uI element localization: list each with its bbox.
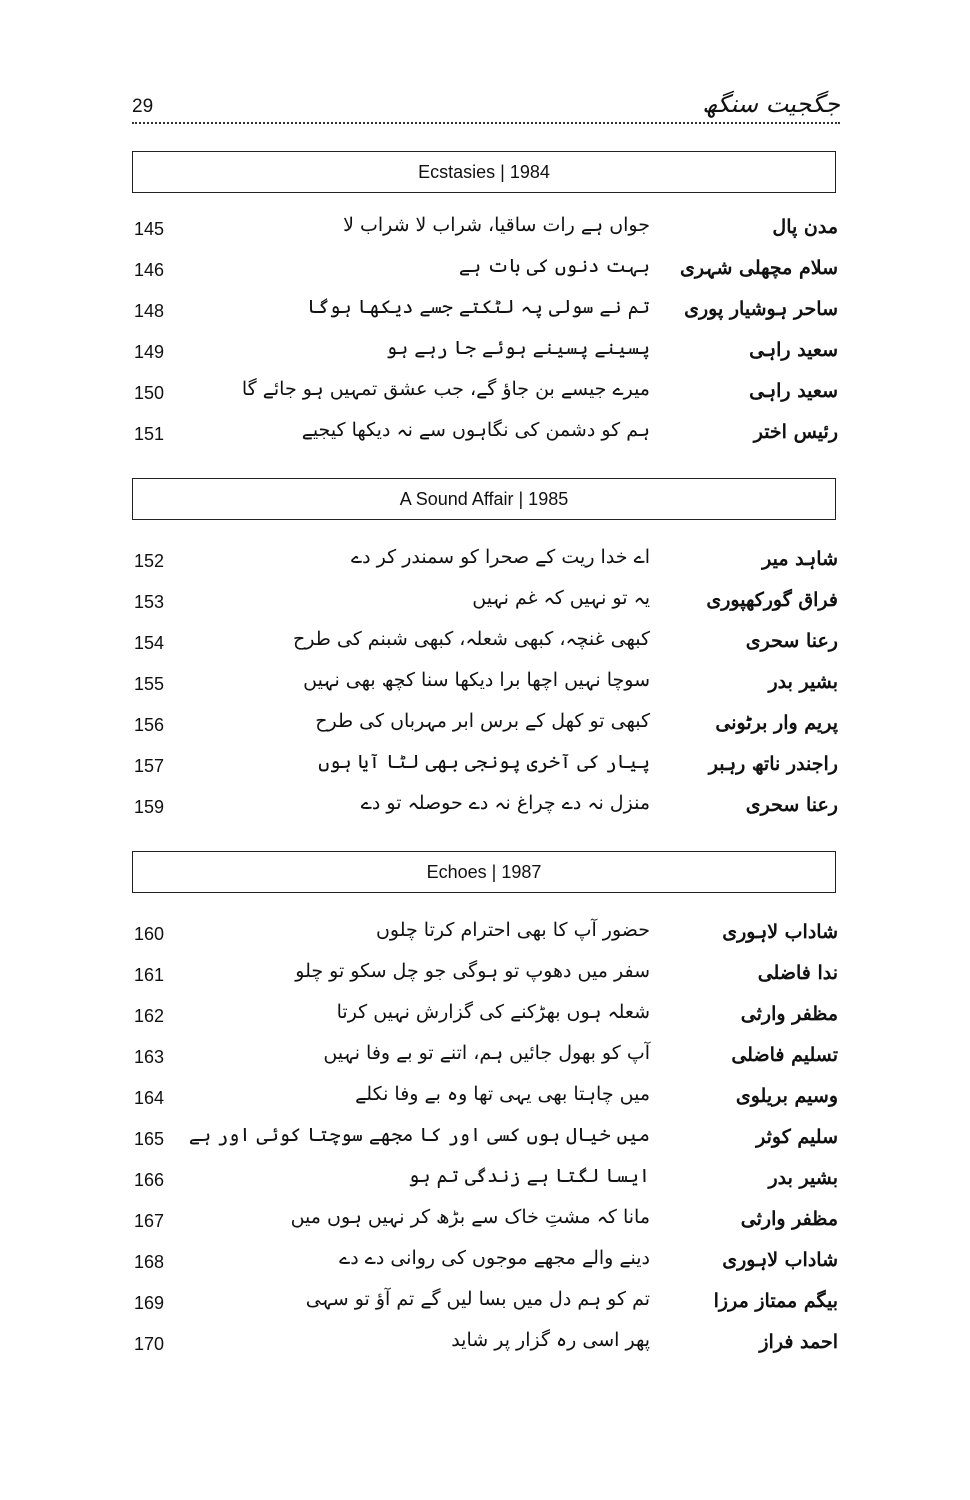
ghazal-title: سوچا نہیں اچھا برا دیکھا سنا کچھ بھی نہیں bbox=[303, 669, 650, 691]
ghazal-title: پسینے پسینے ہوئے جا رہے ہو bbox=[386, 337, 650, 359]
list-item bbox=[132, 211, 840, 252]
track-number: 166 bbox=[134, 1170, 165, 1190]
running-title: جگجیت سنگھ bbox=[702, 90, 840, 118]
ghazal-title: ہم کو دشمن کی نگاہوں سے نہ دیکھا کیجیے bbox=[301, 419, 650, 441]
list-item bbox=[132, 416, 840, 457]
list-item bbox=[132, 1080, 840, 1121]
list-item bbox=[132, 1203, 840, 1244]
track-number: 159 bbox=[134, 797, 165, 817]
page-header bbox=[132, 90, 840, 124]
ghazal-title: کبھی تو کھل کے برس ابر مہرباں کی طرح bbox=[315, 710, 650, 732]
list-item bbox=[132, 789, 840, 830]
track-number: 156 bbox=[134, 715, 165, 735]
ghazal-title: اے خدا ریت کے صحرا کو سمندر کر دے bbox=[351, 546, 650, 568]
poet-name: تسلیم فاضلی bbox=[731, 1044, 838, 1066]
ghazal-title: مانا کہ مشتِ خاک سے بڑھ کر نہیں ہوں میں bbox=[290, 1206, 650, 1228]
section-list-echoes bbox=[132, 916, 840, 1367]
list-item bbox=[132, 957, 840, 998]
ghazal-title: تم نے سولی پہ لٹکتے جسے دیکھا ہوگا bbox=[307, 296, 650, 318]
section-list-ecstasies bbox=[132, 211, 840, 457]
ghazal-title: حضور آپ کا بھی احترام کرتا چلوں bbox=[375, 919, 650, 941]
poet-name: مدن پال bbox=[772, 216, 838, 238]
poet-name: فراق گورکھپوری bbox=[706, 589, 838, 611]
ghazal-title: دینے والے مجھے موجوں کی روانی دے دے bbox=[339, 1247, 650, 1269]
ghazal-title: میرے جیسے بن جاؤ گے، جب عشق تمہیں ہو جائے گا bbox=[241, 378, 650, 400]
poet-name: ساحر ہوشیار پوری bbox=[684, 298, 838, 320]
track-number: 165 bbox=[134, 1129, 165, 1149]
list-item bbox=[132, 916, 840, 957]
ghazal-title: پھر اسی رہ گزار پر شاید bbox=[451, 1329, 650, 1351]
poet-name: شاداب لاہوری bbox=[722, 921, 838, 943]
track-number: 161 bbox=[134, 965, 165, 985]
track-number: 160 bbox=[134, 924, 165, 944]
list-item bbox=[132, 1121, 840, 1162]
track-number: 162 bbox=[134, 1006, 165, 1026]
poet-name: بشیر بدر bbox=[768, 1167, 838, 1189]
ghazal-title: ایسا لگتا ہے زندگی تم ہو bbox=[408, 1165, 650, 1187]
list-item bbox=[132, 1039, 840, 1080]
track-number: 169 bbox=[134, 1293, 165, 1313]
poet-name: سلیم کوثر bbox=[756, 1126, 838, 1148]
ghazal-title: سفر میں دھوپ تو ہوگی جو چل سکو تو چلو bbox=[295, 960, 650, 982]
track-number: 148 bbox=[134, 301, 165, 321]
poet-name: سلام مچھلی شہری bbox=[680, 257, 838, 279]
poet-name: پریم وار برٹونی bbox=[715, 712, 838, 734]
ghazal-title: شعلہ ہوں بھڑکنے کی گزارش نہیں کرتا bbox=[336, 1001, 650, 1023]
list-item bbox=[132, 334, 840, 375]
list-item bbox=[132, 584, 840, 625]
list-item bbox=[132, 666, 840, 707]
poet-name: رعنا سحری bbox=[745, 630, 838, 652]
poet-name: شاہد میر bbox=[762, 548, 838, 570]
list-item bbox=[132, 998, 840, 1039]
poet-name: راجندر ناتھ رہبر bbox=[708, 753, 838, 775]
poet-name: ندا فاضلی bbox=[757, 962, 838, 984]
track-number: 168 bbox=[134, 1252, 165, 1272]
ghazal-title: یہ تو نہیں کہ غم نہیں bbox=[472, 587, 650, 609]
poet-name: مظفر وارثی bbox=[740, 1208, 838, 1230]
poet-name: وسیم بریلوی bbox=[735, 1085, 838, 1107]
list-item bbox=[132, 1285, 840, 1326]
track-number: 153 bbox=[134, 592, 165, 612]
ghazal-title: پیار کی آخری پونجی بھی لٹا آیا ہوں bbox=[318, 751, 650, 773]
section-heading-ecstasies: Ecstasies | 1984 bbox=[132, 151, 836, 193]
poet-name: سعید راہی bbox=[749, 339, 838, 361]
list-item bbox=[132, 1162, 840, 1203]
ghazal-title: کبھی غنچہ، کبھی شعلہ، کبھی شبنم کی طرح bbox=[292, 628, 650, 650]
list-item bbox=[132, 748, 840, 789]
section-list-a-sound-affair bbox=[132, 543, 840, 830]
list-item bbox=[132, 543, 840, 584]
track-number: 145 bbox=[134, 219, 165, 239]
track-number: 170 bbox=[134, 1334, 165, 1354]
track-number: 155 bbox=[134, 674, 165, 694]
poet-name: رئیس اختر bbox=[753, 421, 838, 443]
ghazal-title: منزل نہ دے چراغ نہ دے حوصلہ تو دے bbox=[360, 792, 650, 814]
poet-name: مظفر وارثی bbox=[740, 1003, 838, 1025]
ghazal-title: تم کو ہم دل میں بسا لیں گے تم آؤ تو سہی bbox=[305, 1288, 650, 1310]
list-item bbox=[132, 1244, 840, 1285]
track-number: 150 bbox=[134, 383, 165, 403]
list-item bbox=[132, 707, 840, 748]
ghazal-title: جواں ہے رات ساقیا، شراب لا شراب لا bbox=[343, 214, 650, 236]
ghazal-title: آپ کو بھول جائیں ہم، اتنے تو بے وفا نہیں bbox=[323, 1042, 650, 1064]
track-number: 163 bbox=[134, 1047, 165, 1067]
ghazal-title: میں خیال ہوں کسی اور کا مجھے سوچتا کوئی اور ہے bbox=[188, 1124, 650, 1146]
track-number: 149 bbox=[134, 342, 165, 362]
section-heading-echoes: Echoes | 1987 bbox=[132, 851, 836, 893]
track-number: 164 bbox=[134, 1088, 165, 1108]
ghazal-title: بہت دنوں کی بات ہے bbox=[458, 255, 650, 277]
track-number: 151 bbox=[134, 424, 165, 444]
list-item bbox=[132, 252, 840, 293]
ghazal-title: میں چاہتا بھی یہی تھا وہ بے وفا نکلے bbox=[355, 1083, 650, 1105]
poet-name: بیگم ممتاز مرزا bbox=[713, 1290, 838, 1312]
list-item bbox=[132, 625, 840, 666]
poet-name: بشیر بدر bbox=[768, 671, 838, 693]
list-item bbox=[132, 1326, 840, 1367]
track-number: 154 bbox=[134, 633, 165, 653]
poet-name: رعنا سحری bbox=[745, 794, 838, 816]
poet-name: سعید راہی bbox=[749, 380, 838, 402]
track-number: 146 bbox=[134, 260, 165, 280]
track-number: 152 bbox=[134, 551, 165, 571]
poet-name: احمد فراز bbox=[759, 1331, 838, 1353]
track-number: 157 bbox=[134, 756, 165, 776]
list-item bbox=[132, 293, 840, 334]
section-heading-a-sound-affair: A Sound Affair | 1985 bbox=[132, 478, 836, 520]
page-number: 29 bbox=[132, 96, 154, 117]
track-number: 167 bbox=[134, 1211, 165, 1231]
poet-name: شاداب لاہوری bbox=[722, 1249, 838, 1271]
list-item bbox=[132, 375, 840, 416]
